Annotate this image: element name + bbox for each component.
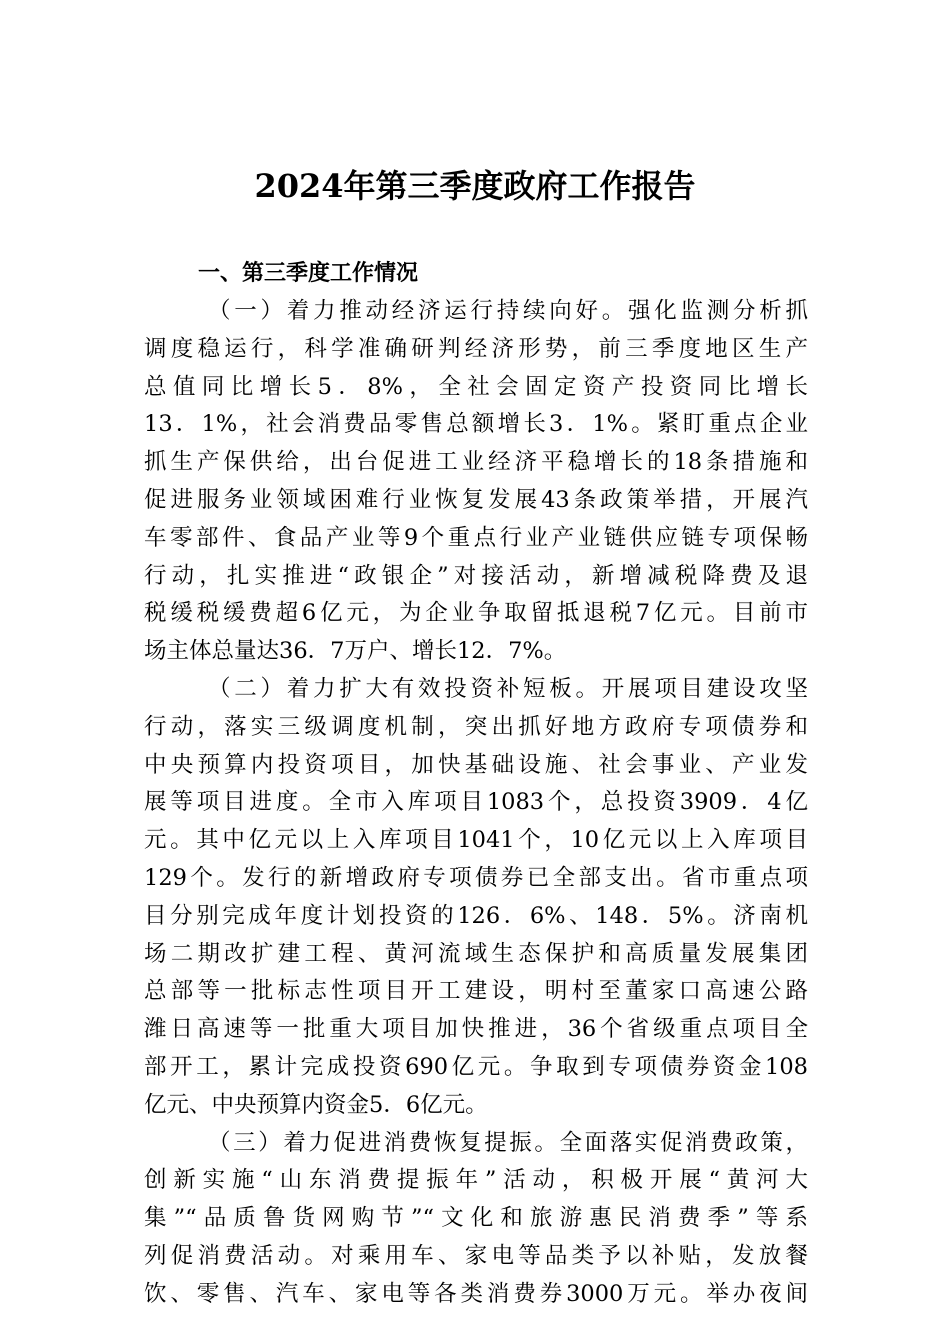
paragraph-line: 创新实施“山东消费提振年”活动，积极开展“黄河大 bbox=[144, 1167, 808, 1194]
paragraph-line: 车零部件、食品产业等9个重点行业产业链供应链专项保畅 bbox=[144, 524, 808, 551]
paragraph-line: 场主体总量达36．7万户、增长12．7%。 bbox=[144, 638, 567, 665]
paragraph-line: 129个。发行的新增政府专项债券已全部支出。省市重点项 bbox=[144, 864, 808, 891]
section-heading: 一、第三季度工作情况 bbox=[198, 261, 419, 286]
paragraph-line: 抓生产保供给，出台促进工业经济平稳增长的18条措施和 bbox=[144, 449, 808, 476]
paragraph-line: 调度稳运行，科学准确研判经济形势，前三季度地区生产 bbox=[144, 335, 808, 362]
paragraph-line: 元。其中亿元以上入库项目1041个，10亿元以上入库项目 bbox=[144, 827, 808, 854]
paragraph-line: 亿元、中央预算内资金5．6亿元。 bbox=[144, 1091, 488, 1118]
paragraph-line: 13．1%，社会消费品零售总额增长3．1%。紧盯重点企业 bbox=[144, 411, 808, 438]
paragraph-line: （二）着力扩大有效投资补短板。开展项目建设攻坚 bbox=[208, 675, 808, 702]
paragraph-line: 总部等一批标志性项目开工建设，明村至董家口高速公路 bbox=[144, 978, 808, 1005]
paragraph-line: 部开工，累计完成投资690亿元。争取到专项债券资金108 bbox=[144, 1053, 808, 1080]
paragraph-line: 列促消费活动。对乘用车、家电等品类予以补贴，发放餐 bbox=[144, 1242, 808, 1269]
paragraph-1 bbox=[144, 293, 808, 671]
paragraph-line: 潍日高速等一批重大项目加快推进，36个省级重点项目全 bbox=[144, 1016, 808, 1043]
paragraph-line: 目分别完成年度计划投资的126．6%、148．5%。济南机 bbox=[144, 902, 808, 929]
paragraph-line: 行动，扎实推进“政银企”对接活动，新增减税降费及退 bbox=[144, 562, 808, 589]
paragraph-line: 集”“品质鲁货网购节”“文化和旅游惠民消费季”等系 bbox=[144, 1205, 808, 1232]
document-body bbox=[144, 255, 808, 1314]
paragraph-line: 展等项目进度。全市入库项目1083个，总投资3909．4亿 bbox=[144, 789, 808, 816]
paragraph-line: 中央预算内投资项目，加快基础设施、社会事业、产业发 bbox=[144, 751, 808, 778]
document-title: 2024年第三季度政府工作报告 bbox=[254, 167, 696, 205]
paragraph-line: 税缓税缓费超6亿元，为企业争取留抵退税7亿元。目前市 bbox=[144, 600, 808, 627]
paragraph-2 bbox=[144, 671, 808, 1125]
paragraph-3 bbox=[144, 1125, 808, 1314]
paragraph-line: 场二期改扩建工程、黄河流域生态保护和高质量发展集团 bbox=[144, 940, 808, 967]
paragraph-line: 总值同比增长5．8%，全社会固定资产投资同比增长 bbox=[144, 373, 808, 400]
paragraph-line: 促进服务业领域困难行业恢复发展43条政策举措，开展汽 bbox=[144, 486, 808, 513]
paragraph-line: 饮、零售、汽车、家电等各类消费券3000万元。举办夜间 bbox=[144, 1280, 808, 1307]
paragraph-line: 行动，落实三级调度机制，突出抓好地方政府专项债券和 bbox=[144, 713, 808, 740]
paragraph-line: （一）着力推动经济运行持续向好。强化监测分析抓 bbox=[208, 298, 808, 324]
paragraph-line: （三）着力促进消费恢复提振。全面落实促消费政策， bbox=[208, 1129, 808, 1156]
